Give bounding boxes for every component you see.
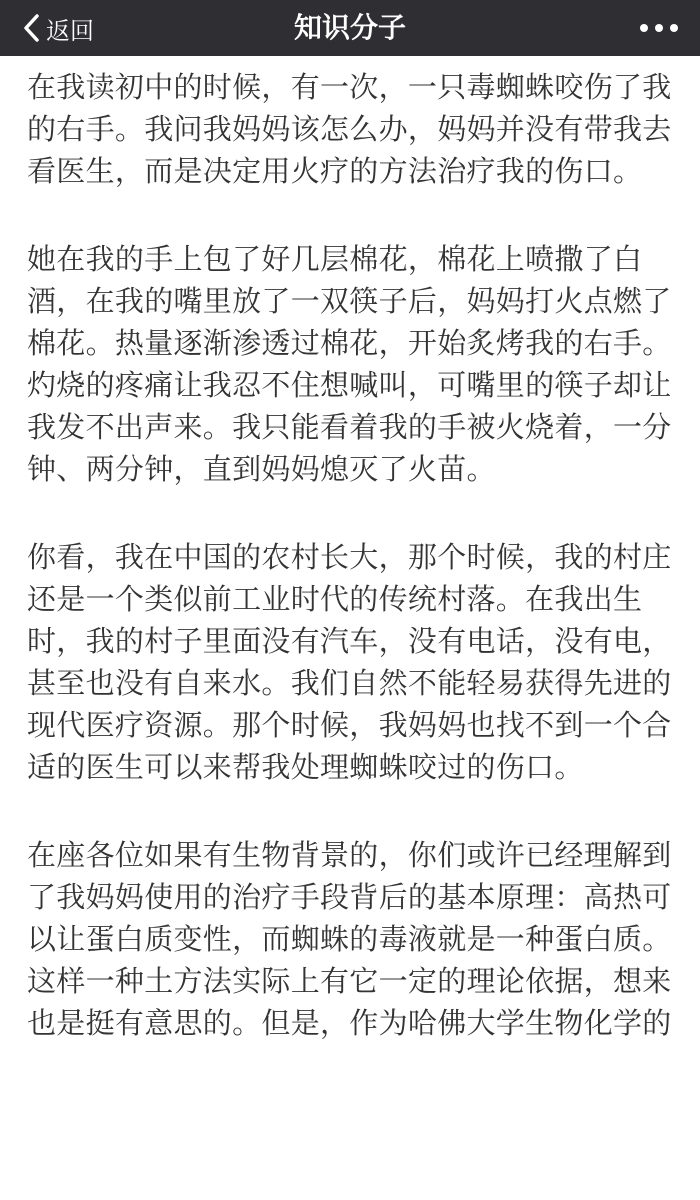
article-body	[27, 66, 677, 1090]
page-title: 知识分子	[293, 11, 406, 44]
back-label: 返回	[46, 16, 94, 45]
chevron-left-icon	[22, 13, 40, 43]
more-button[interactable]	[640, 0, 678, 56]
article-paragraph: 她在我的手上包了好几层棉花，棉花上喷撒了白酒，在我的嘴里放了一双筷子后，妈妈打火点燃了棉花。热量逐渐渗透过棉花，开始炙烤我的右手。灼烧的疼痛让我忍不住想喊叫，可嘴里的筷子却让我发不出声来。我只能看着我的手被火烧着，一分钟、两分钟，直到妈妈熄灭了火苗。	[27, 242, 672, 486]
article-paragraph: 在我读初中的时候，有一次，一只毒蜘蛛咬伤了我的右手。我问我妈妈该怎么办，妈妈并没有带我去看医生，而是决定用火疗的方法治疗我的伤口。	[27, 70, 672, 188]
article-paragraph: 你看，我在中国的农村长大，那个时候，我的村庄还是一个类似前工业时代的传统村落。在我出生时，我的村子里面没有汽车，没有电话，没有电，甚至也没有自来水。我们自然不能轻易获得先进的现代医疗资源。那个时候，我妈妈也找不到一个合适的医生可以来帮我处理蜘蛛咬过的伤口。	[27, 540, 672, 784]
article-paragraph: 在座各位如果有生物背景的，你们或许已经理解到了我妈妈使用的治疗手段背后的基本原理：高热可以让蛋白质变性，而蜘蛛的毒液就是一种蛋白质。这样一种土方法实际上有它一定的理论依据，想来也是挺有意思的。但是，作为哈佛大学生物化学的	[27, 838, 672, 1040]
more-dots-icon	[640, 24, 678, 32]
navigation-bar	[0, 0, 700, 56]
back-button[interactable]	[22, 0, 94, 56]
